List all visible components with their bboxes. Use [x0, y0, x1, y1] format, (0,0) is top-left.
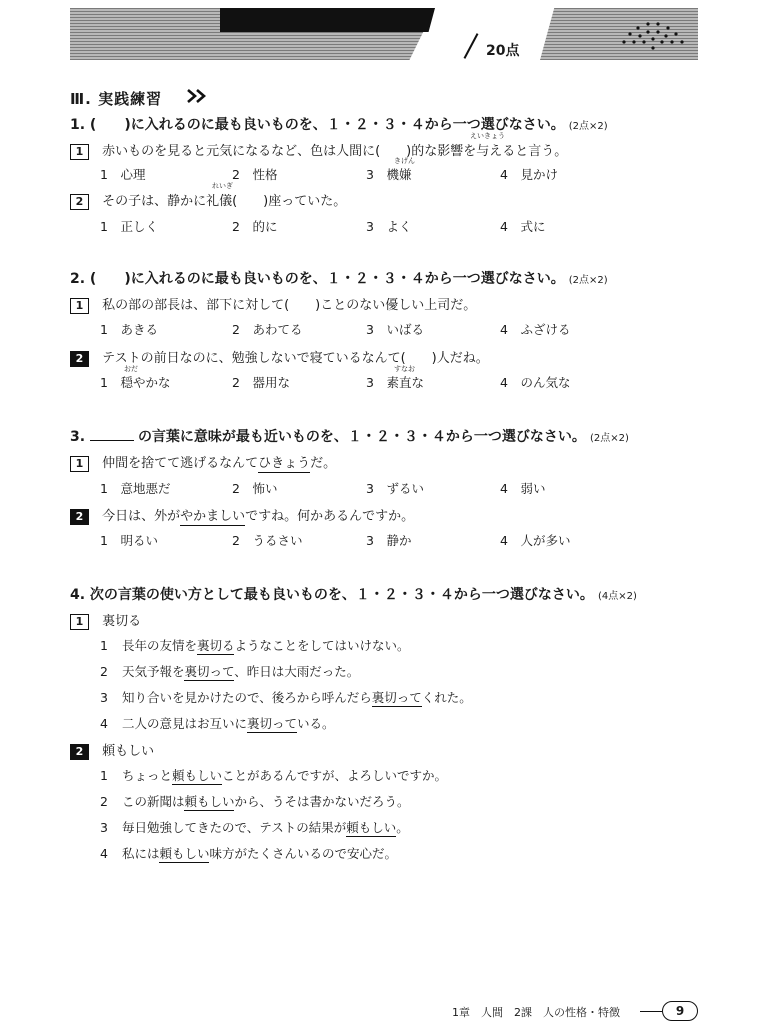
q4-word-2	[70, 740, 154, 760]
page-number: 9	[662, 1001, 698, 1021]
option[interactable]: 1 正しく	[100, 219, 158, 234]
option[interactable]: 4 見かけ	[500, 167, 558, 182]
ruby-reigi: れいぎ	[212, 182, 233, 190]
usage-option[interactable]: 4 二人の意見はお互いに裏切っている。	[100, 716, 335, 731]
footer-chapter: 1章 人間 2課 人の性格・特徴	[452, 1006, 620, 1019]
item-number: 2	[70, 744, 89, 760]
option[interactable]: 2 うるさい	[232, 533, 303, 548]
score-slash	[464, 33, 479, 59]
usage-option[interactable]: 2 天気予報を裏切って、昨日は大雨だった。	[100, 664, 360, 679]
usage-option[interactable]: 1 ちょっと頼もしいことがあるんですが、よろしいですか。	[100, 768, 447, 783]
usage-option[interactable]: 4 私には頼もしい味方がたくさんいるので安心だ。	[100, 846, 397, 861]
option[interactable]: 3 いばる	[366, 322, 424, 337]
item-number: 1	[70, 144, 89, 160]
underline-blank	[90, 427, 134, 441]
option[interactable]: 4 のん気な	[500, 375, 571, 390]
footer-rule	[640, 1011, 662, 1012]
option[interactable]: 1 心理	[100, 167, 146, 182]
q1-instruction: 1. ( )に入れるのに最も良いものを、１・２・３・４から一つ選びなさい。 (2点×2)	[70, 117, 608, 133]
q3-item-2: 2 今日は、外がやかましいですね。何かあるんですか。	[70, 505, 750, 525]
option[interactable]: 3 素直な	[366, 375, 424, 390]
option[interactable]: 2 あわてる	[232, 322, 303, 337]
question-sentence: その子は、静かに礼儀( )座っていた。	[102, 194, 347, 209]
option[interactable]: 4 ふざける	[500, 322, 571, 337]
header-band-black	[220, 8, 435, 32]
item-number: 1	[70, 456, 89, 472]
ruby-kigen: きげん	[394, 157, 415, 165]
q4-word-1	[70, 610, 141, 630]
q3-item-1: 1 仲間を捨てて逃げるなんてひきょうだ。	[70, 452, 750, 472]
option[interactable]: 3 ずるい	[366, 481, 424, 496]
total-score: 20点	[486, 43, 520, 59]
usage-option[interactable]: 1 長年の友情を裏切るようなことをしてはいけない。	[100, 638, 410, 653]
question-sentence: テストの前日なのに、勉強しないで寝ているなんて( )人だね。	[102, 351, 489, 366]
section-title: Ⅲ. 実践練習	[70, 90, 163, 108]
target-word: 頼もしい	[102, 744, 155, 759]
option[interactable]: 4 弱い	[500, 481, 546, 496]
option[interactable]: 1 意地悪だ	[100, 481, 171, 496]
item-number: 2	[70, 509, 89, 525]
q2-item-1	[70, 294, 750, 314]
ruby-sunao: すなお	[394, 365, 415, 373]
fan-dots-icon	[610, 12, 694, 52]
option[interactable]: 2 怖い	[232, 481, 278, 496]
option[interactable]: 1 明るい	[100, 533, 158, 548]
question-sentence: 私の部の部長は、部下に対して( )ことのない優しい上司だ。	[102, 298, 477, 313]
question-sentence: 赤いものを見ると元気になるなど、色は人間に( )的な影響を与えると言う。	[102, 144, 568, 159]
option[interactable]: 3 静か	[366, 533, 412, 548]
usage-option[interactable]: 3 毎日勉強してきたので、テストの結果が頼もしい。	[100, 820, 409, 835]
q2-instruction: 2. ( )に入れるのに最も良いものを、１・２・３・４から一つ選びなさい。 (2点×2)	[70, 271, 608, 287]
ruby-odayaka: おだ	[124, 365, 138, 373]
usage-option[interactable]: 3 知り合いを見かけたので、後ろから呼んだら裏切ってくれた。	[100, 690, 472, 705]
underlined-word: ひきょう	[258, 456, 311, 471]
q3-instruction: 3. の言葉に意味が最も近いものを、１・２・３・４から一つ選びなさい。 (2点×2)	[70, 429, 629, 445]
item-number: 2	[70, 194, 89, 210]
item-number: 1	[70, 298, 89, 314]
option[interactable]: 2 的に	[232, 219, 278, 234]
underlined-word: やかましい	[180, 509, 246, 524]
target-word: 裏切る	[102, 614, 142, 629]
option[interactable]: 2 性格	[232, 167, 278, 182]
ruby-eikyou: えいきょう	[470, 132, 505, 140]
option[interactable]: 3 機嫌	[366, 167, 412, 182]
option[interactable]: 4 人が多い	[500, 533, 571, 548]
option[interactable]: 1 あきる	[100, 322, 158, 337]
q4-instruction: 4. 次の言葉の使い方として最も良いものを、１・２・３・４から一つ選びなさい。 (4点×2)	[70, 587, 637, 603]
item-number: 1	[70, 614, 89, 630]
option[interactable]: 3 よく	[366, 219, 412, 234]
option[interactable]: 2 器用な	[232, 375, 290, 390]
q1-item-2	[70, 190, 750, 210]
option[interactable]: 1 穏やかな	[100, 375, 171, 390]
item-number: 2	[70, 351, 89, 367]
double-chevron-icon	[186, 88, 208, 104]
usage-option[interactable]: 2 この新聞は頼もしいから、うそは書かないだろう。	[100, 794, 410, 809]
option[interactable]: 4 式に	[500, 219, 546, 234]
